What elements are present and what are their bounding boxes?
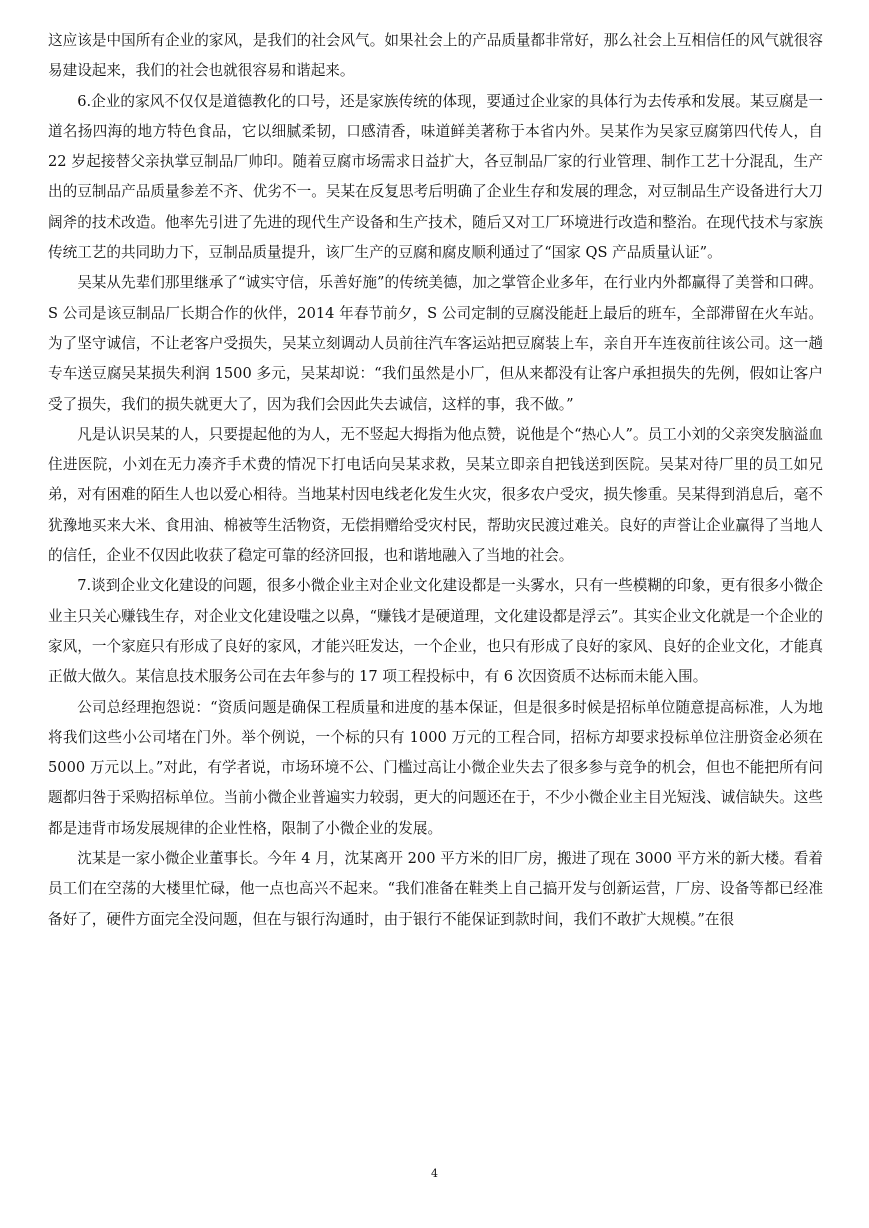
paragraph-shen: 沈某是一家小微企业董事长。今年 4 月，沈某离开 200 平方米的旧厂房，搬进了现在 3000 平方米的新大楼。看着员工们在空荡的大楼里忙碌，他一点也高兴不起来。“我们准备在鞋类上自己搞开发与创新运营，厂房、设备等都已经准备好了，硬件方面完全没问题，但在与银行沟通时，由于银行不能保证到款时间，我们不敢扩大规模。”在很 bbox=[48, 850, 823, 928]
paragraph-item-6: 6.企业的家风不仅仅是道德教化的口号，还是家族传统的体现，要通过企业家的具体行为去传承和发展。某豆腐是一道名扬四海的地方特色食品，它以细腻柔韧，口感清香，味道鲜美著称于本省内外。吴某作为吴家豆腐第四代传人，自 22 岁起接替父亲执掌豆制品厂帅印。随着豆腐市场需求日益扩大，各豆制品厂家的行业管理、制作工艺十分混乱，生产出的豆制品产品质量参差不齐、优劣不一。吴某在反复思考后明确了企业生存和发展的理念，对豆制品生产设备进行大刀阔斧的技术改造。他率先引进了先进的现代生产设备和生产技术，随后又对工厂环境进行改造和整治。在现代技术与家族传统工艺的共同助力下，豆制品质量提升，该厂生产的豆腐和腐皮顺利通过了“国家 QS 产品质量认证”。 bbox=[48, 92, 823, 262]
document-body bbox=[48, 26, 823, 935]
paragraph-warm-hearted: 凡是认识吴某的人，只要提起他的为人，无不竖起大拇指为他点赞，说他是个“热心人”。员工小刘的父亲突发脑溢血住进医院，小刘在无力凑齐手术费的情况下打电话向吴某求救，吴某立即亲自把钱送到医院。吴某对待厂里的员工如兄弟，对有困难的陌生人也以爱心相待。当地某村因电线老化发生火灾，很多农户受灾，损失惨重。吴某得到消息后，毫不犹豫地买来大米、食用油、棉被等生活物资，无偿捐赠给受灾村民，帮助灾民渡过难关。良好的声誉让企业赢得了当地人的信任，企业不仅因此收获了稳定可靠的经济回报，也和谐地融入了当地的社会。 bbox=[48, 425, 823, 565]
paragraph-item-7: 7.谈到企业文化建设的问题，很多小微企业主对企业文化建设都是一头雾水，只有一些模糊的印象，更有很多小微企业主只关心赚钱生存，对企业文化建设嗤之以鼻，“赚钱才是硬道理，文化建设都是浮云”。其实企业文化就是一个企业的家风，一个家庭只有形成了良好的家风，才能兴旺发达，一个企业，也只有形成了良好的家风、良好的企业文化，才能真正做大做久。某信息技术服务公司在去年参与的 17 项工程投标中，有 6 次因资质不达标而未能入围。 bbox=[48, 577, 823, 686]
page-number: 4 bbox=[431, 1167, 438, 1180]
paragraph-manager-complaint: 公司总经理抱怨说：“资质问题是确保工程质量和进度的基本保证，但是很多时候是招标单位随意提高标准，人为地将我们这些小公司堵在门外。举个例说，一个标的只有 1000 万元的工程合同，招标方却要求投标单位注册资金必须在 5000 万元以上。”对此，有学者说，市场环境不公、门槛过高让小微企业失去了很多参与竞争的机会，但也不能把所有问题都归咎于采购招标单位。当前小微企业普遍实力较弱，更大的问题还在于，不少小微企业主目光短浅、诚信缺失。这些都是违背市场发展规律的企业性格，限制了小微企业的发展。 bbox=[48, 698, 823, 837]
paragraph-integrity: 吴某从先辈们那里继承了“诚实守信，乐善好施”的传统美德，加之掌管企业多年，在行业内外都赢得了美誉和口碑。S 公司是该豆制品厂长期合作的伙伴，2014 年春节前夕，S 公司定制的豆腐没能赶上最后的班车，全部滞留在火车站。为了坚守诚信，不让老客户受损失，吴某立刻调动人员前往汽车客运站把豆腐装上车，亲自开车连夜前往该公司。这一趟专车送豆腐吴某损失利润 1500 多元，吴某却说：“我们虽然是小厂，但从来都没有让客户承担损失的先例，假如让客户受了损失，我们的损失就更大了，因为我们会因此失去诚信，这样的事，我不做。” bbox=[48, 274, 823, 413]
paragraph-continuation: 这应该是中国所有企业的家风，是我们的社会风气。如果社会上的产品质量都非常好，那么社会上互相信任的风气就很容易建设起来，我们的社会也就很容易和谐起来。 bbox=[48, 32, 823, 80]
